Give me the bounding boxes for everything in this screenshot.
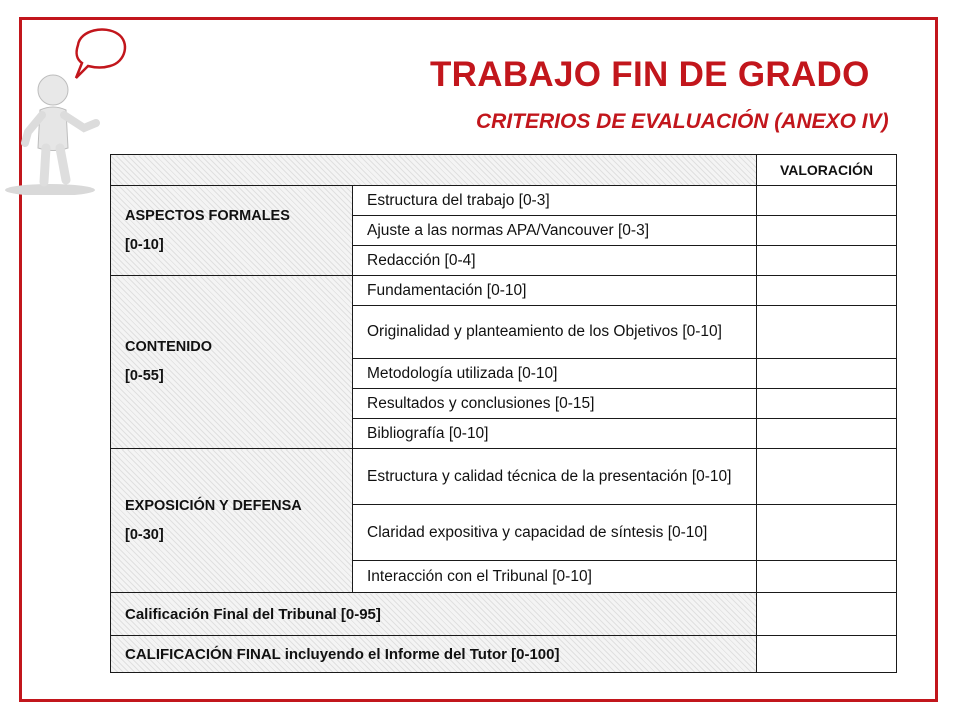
page-subtitle: CRITERIOS DE EVALUACIÓN (ANEXO IV) bbox=[476, 110, 889, 133]
section-cell-contenido bbox=[111, 276, 353, 449]
table-row bbox=[111, 276, 897, 306]
score-cell[interactable] bbox=[757, 449, 897, 505]
criterion-cell: Interacción con el Tribunal [0-10] bbox=[353, 561, 757, 593]
criterion-cell: Estructura y calidad técnica de la presentación [0-10] bbox=[353, 449, 757, 505]
score-cell[interactable] bbox=[757, 636, 897, 673]
table-row-final-tribunal bbox=[111, 593, 897, 636]
header-blank-cell bbox=[111, 155, 757, 186]
section-cell-aspectos-formales bbox=[111, 186, 353, 276]
final-tribunal-label: Calificación Final del Tribunal [0-95] bbox=[111, 593, 757, 636]
score-cell[interactable] bbox=[757, 246, 897, 276]
score-cell[interactable] bbox=[757, 505, 897, 561]
table-row bbox=[111, 449, 897, 505]
score-cell[interactable] bbox=[757, 419, 897, 449]
criterion-cell: Metodología utilizada [0-10] bbox=[353, 359, 757, 389]
section-name: CONTENIDO bbox=[125, 339, 212, 355]
page-title: TRABAJO FIN DE GRADO bbox=[430, 55, 870, 94]
evaluation-criteria-table bbox=[110, 154, 897, 673]
criterion-cell: Bibliografía [0-10] bbox=[353, 419, 757, 449]
section-name: EXPOSICIÓN Y DEFENSA bbox=[125, 497, 302, 514]
score-cell[interactable] bbox=[757, 561, 897, 593]
score-cell[interactable] bbox=[757, 186, 897, 216]
score-cell[interactable] bbox=[757, 216, 897, 246]
score-cell[interactable] bbox=[757, 389, 897, 419]
section-name: ASPECTOS FORMALES bbox=[125, 207, 290, 224]
criterion-cell: Resultados y conclusiones [0-15] bbox=[353, 389, 757, 419]
section-range: [0-10] bbox=[125, 236, 164, 253]
table-row-final-total bbox=[111, 636, 897, 673]
score-cell[interactable] bbox=[757, 306, 897, 359]
criterion-cell: Originalidad y planteamiento de los Objetivos [0-10] bbox=[353, 306, 757, 359]
criterion-cell: Ajuste a las normas APA/Vancouver [0-3] bbox=[353, 216, 757, 246]
score-cell[interactable] bbox=[757, 359, 897, 389]
section-range: [0-55] bbox=[125, 368, 164, 384]
table-row bbox=[111, 186, 897, 216]
criterion-cell: Redacción [0-4] bbox=[353, 246, 757, 276]
section-range: [0-30] bbox=[125, 526, 164, 543]
section-cell-exposicion-defensa bbox=[111, 449, 353, 593]
score-cell[interactable] bbox=[757, 276, 897, 306]
valoracion-header: VALORACIÓN bbox=[757, 155, 897, 186]
final-total-label: CALIFICACIÓN FINAL incluyendo el Informe del Tutor [0-100] bbox=[111, 636, 757, 673]
score-cell[interactable] bbox=[757, 593, 897, 636]
table-header-row bbox=[111, 155, 897, 186]
criterion-cell: Fundamentación [0-10] bbox=[353, 276, 757, 306]
criterion-cell: Estructura del trabajo [0-3] bbox=[353, 186, 757, 216]
criterion-cell: Claridad expositiva y capacidad de síntesis [0-10] bbox=[353, 505, 757, 561]
